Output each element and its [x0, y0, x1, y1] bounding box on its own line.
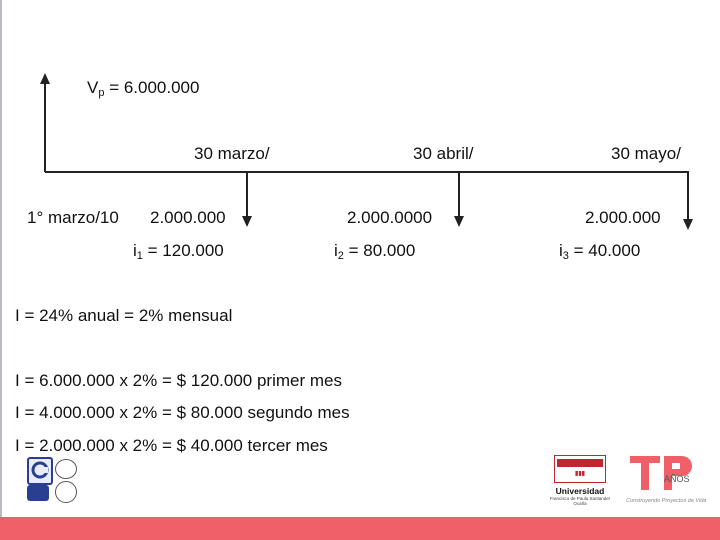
university-name: Universidad — [555, 486, 605, 496]
payment-arrow-1-head — [242, 216, 252, 227]
university-crest-icon: ▮▮▮ — [554, 455, 606, 483]
formula-line-1: I = 6.000.000 x 2% = $ 120.000 primer mes — [15, 371, 342, 390]
university-logo — [548, 455, 612, 505]
payment-arrow-2-head — [454, 216, 464, 227]
formula-line-3: I = 2.000.000 x 2% = $ 40.000 tercer mes — [15, 436, 328, 455]
start-date-label: 1° marzo/10 — [27, 208, 119, 227]
payment-label-2: 2.000.0000 — [347, 208, 433, 227]
payment-arrow-3-head — [683, 219, 693, 230]
anniversary-slogan: Construyendo Proyectos de Vida — [626, 498, 707, 504]
payment-label-3: 2.000.000 — [585, 208, 661, 227]
interest-label-2: $i_2 = 80.000$ — [334, 241, 416, 262]
date-label-1: 30 marzo/ — [194, 144, 270, 163]
footer-band — [0, 517, 720, 540]
anniversary-logo — [626, 452, 710, 508]
rate-formula: I = 24% anual = 2% mensual — [15, 306, 233, 325]
present-value-label: $V_p = 6.000.000$ — [87, 78, 200, 99]
certification-logo-icon — [27, 457, 53, 485]
certification-badge-icon — [27, 485, 49, 501]
interest-label-1: $i_1 = 120.000$ — [133, 241, 224, 262]
iqnet-logo-icon — [55, 459, 77, 479]
anniversary-text: AÑOS — [664, 474, 690, 484]
date-label-3: 30 mayo/ — [611, 144, 681, 163]
principal-arrow-head — [40, 73, 50, 84]
interest-label-3: $i_3 = 40.000$ — [559, 241, 641, 262]
date-label-2: 30 abril/ — [413, 144, 474, 163]
quality-seal-icon — [55, 481, 77, 503]
university-subname: Francisco de Paula Santander Ocaña — [549, 496, 611, 506]
formula-line-2: I = 4.000.000 x 2% = $ 80.000 segundo mes — [15, 403, 350, 422]
payment-label-1: 2.000.000 — [150, 208, 226, 227]
